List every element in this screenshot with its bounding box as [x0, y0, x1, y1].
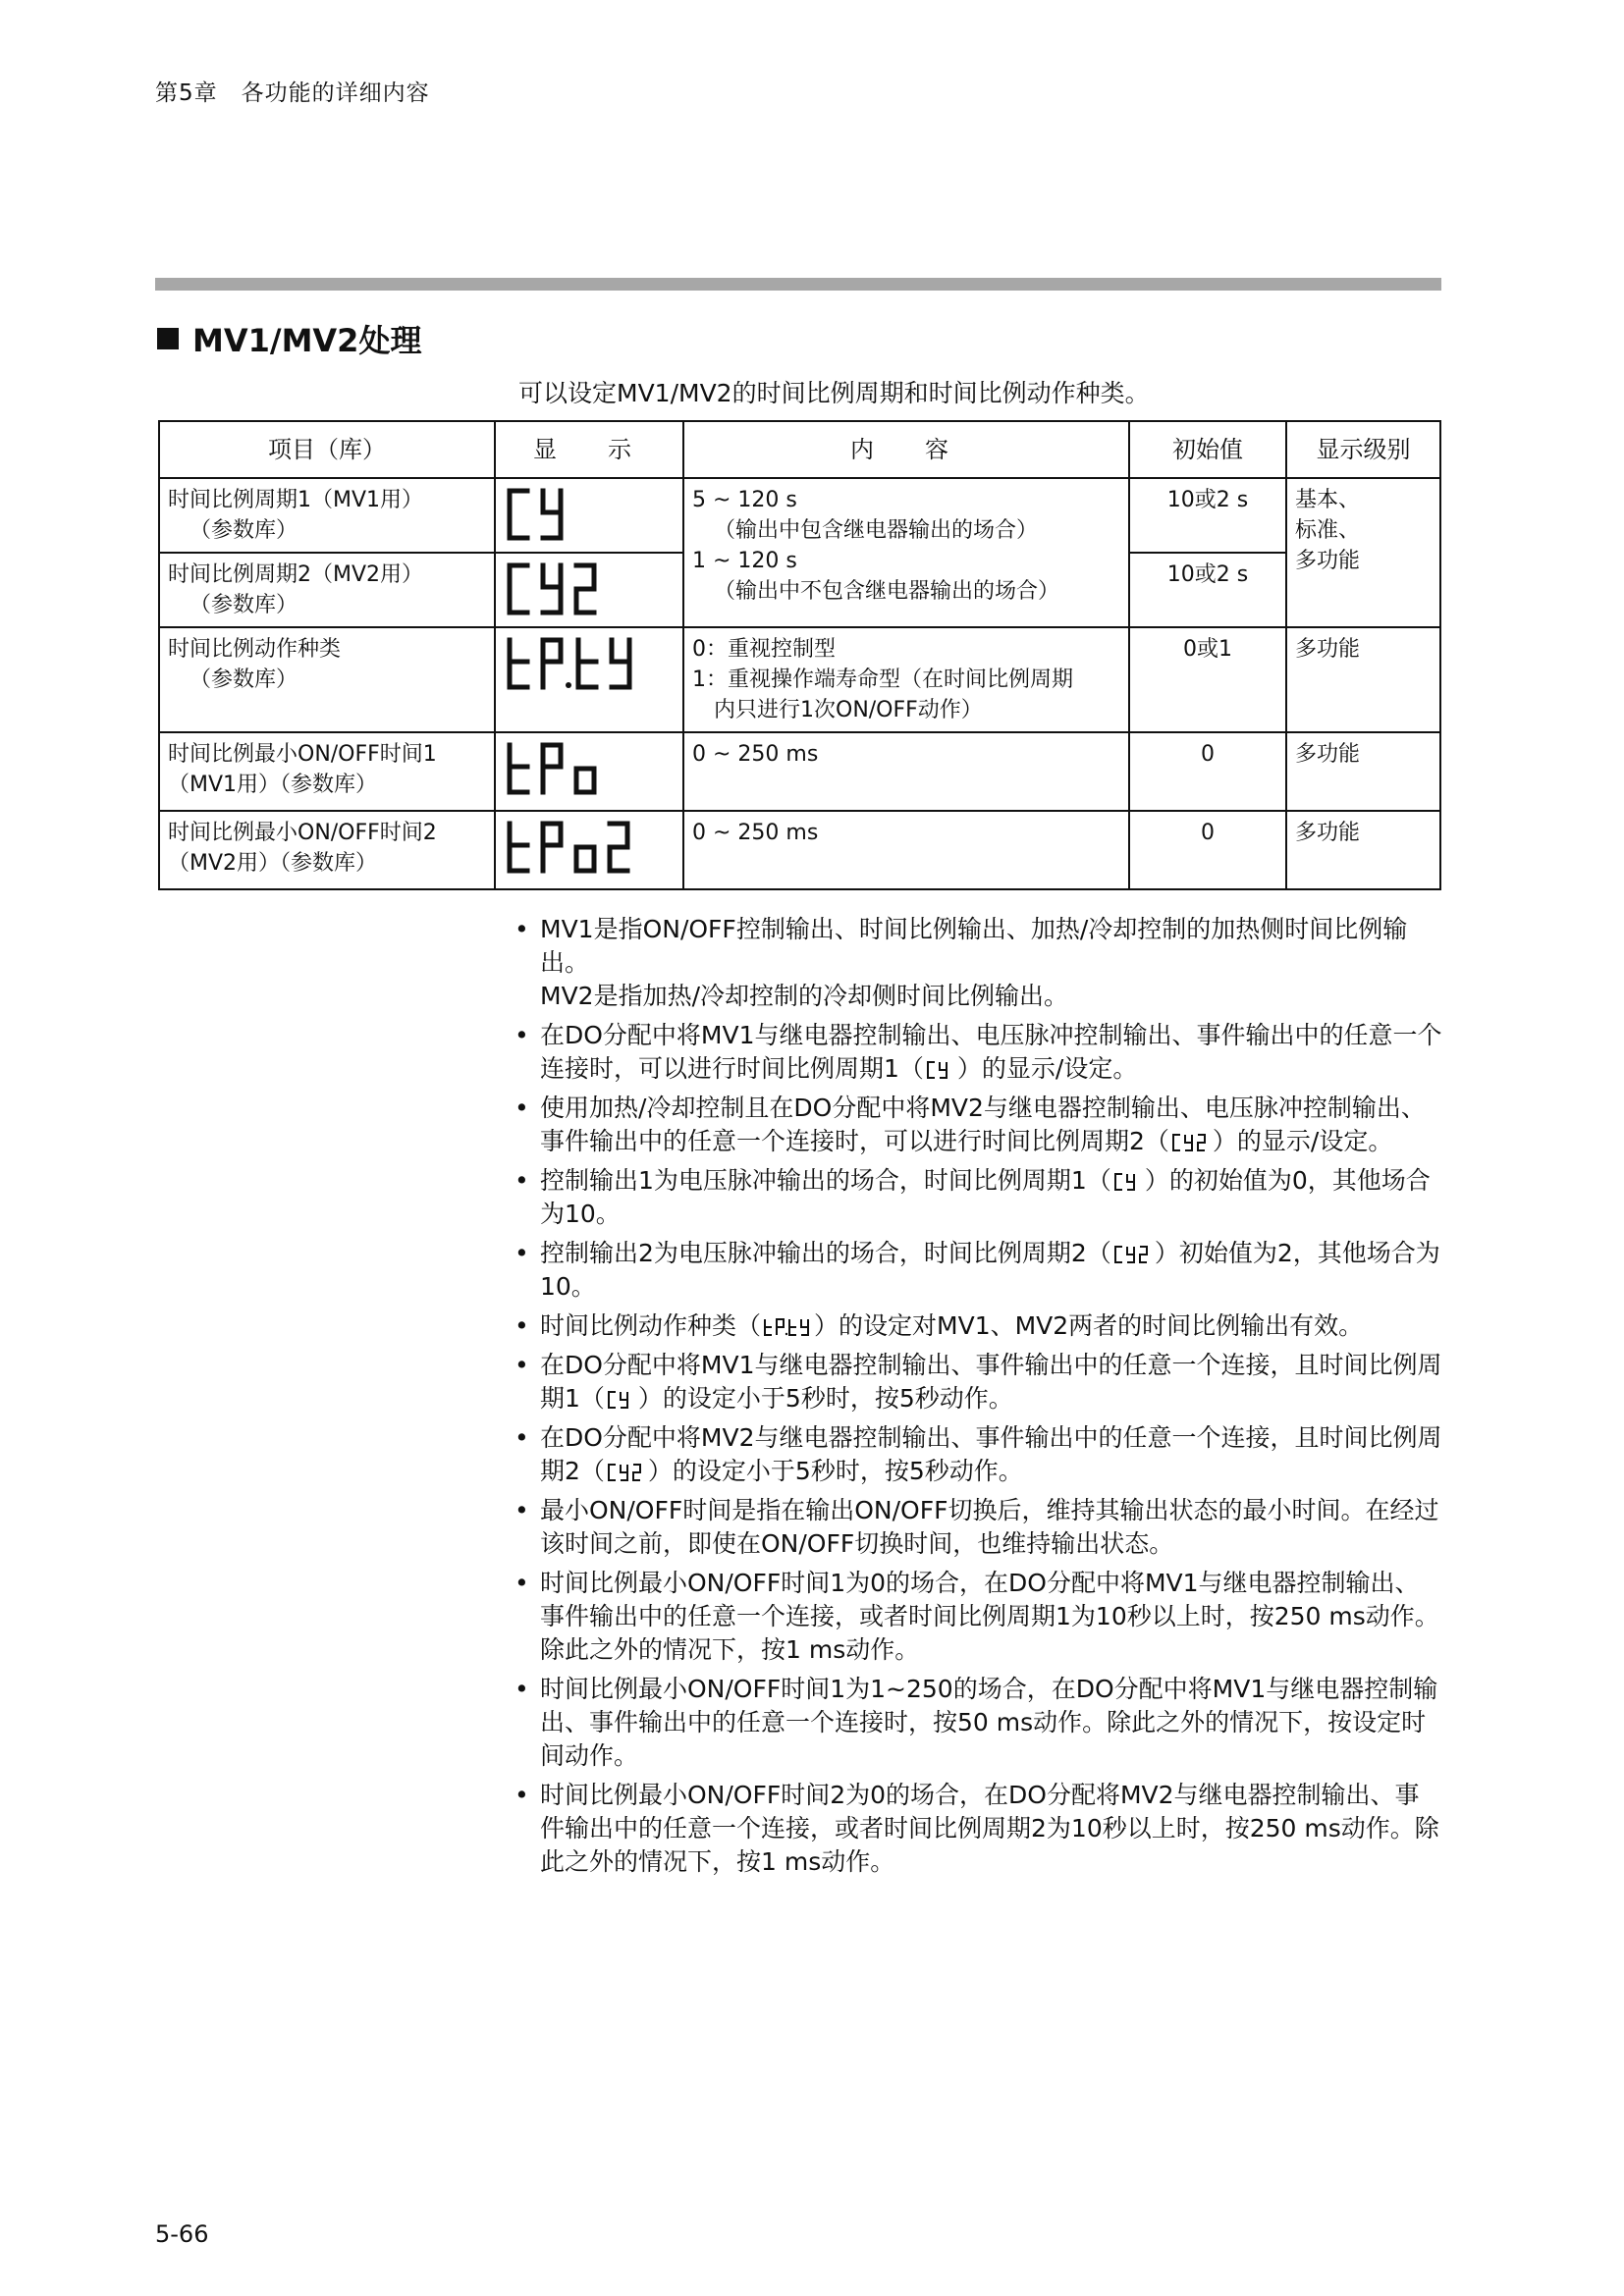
item-name: 时间比例周期2（MV2用）	[168, 562, 424, 587]
bullet: •	[514, 1781, 529, 1809]
level-cell	[1286, 478, 1440, 627]
content-line: （输出中包含继电器输出的场合）	[714, 518, 1039, 543]
bullet: •	[514, 915, 529, 943]
content-cell: 0 ~ 250 ms	[683, 811, 1129, 889]
segment-display-cy2-icon	[1113, 1245, 1153, 1264]
bullet: •	[514, 1351, 529, 1379]
note-text: 使用加热/冷却控制且在DO分配中将MV2与继电器控制输出、电压脉冲控制输出、事件输出中的任意一个连接时，可以进行时间比例周期2（	[540, 1094, 1426, 1155]
item-name: 时间比例最小ON/OFF时间2	[168, 821, 437, 845]
section-title-text: MV1/MV2处理	[192, 322, 422, 359]
initial-cell: 10或2 s	[1129, 478, 1286, 553]
segment-display-cy-icon	[504, 485, 671, 544]
list-item	[511, 1092, 1443, 1158]
page-number: 5-66	[155, 2220, 209, 2248]
item-cell	[159, 478, 495, 553]
bullet: •	[514, 1166, 529, 1195]
segment-display-tpty-icon	[763, 1317, 812, 1337]
bullet: •	[514, 1311, 529, 1340]
col-header-display: 显 示	[495, 421, 683, 478]
note-text: 控制输出2为电压脉冲输出的场合，时间比例周期2（	[540, 1239, 1111, 1267]
content-line: 0：重视控制型	[692, 637, 836, 662]
note-text: 在DO分配中将MV1与继电器控制输出、电压脉冲控制输出、事件输出中的任意一个连接时，可以进行时间比例周期1（	[540, 1021, 1442, 1083]
content-cell	[683, 478, 1129, 627]
content-line: 内只进行1次ON/OFF动作）	[714, 698, 983, 722]
item-name: 时间比例周期1（MV1用）	[168, 488, 424, 512]
item-bank: （参数库）	[189, 667, 298, 692]
section-title	[157, 316, 421, 361]
initial-cell: 0	[1129, 811, 1286, 889]
item-bank: （MV2用）（参数库）	[168, 851, 378, 876]
list-item	[511, 1567, 1443, 1667]
bullet: •	[514, 1239, 529, 1267]
chapter-header: 第5章 各功能的详细内容	[155, 80, 430, 106]
note-text: 控制输出1为电压脉冲输出的场合，时间比例周期1（	[540, 1166, 1111, 1195]
note-text: ）初始值为2，其他场合为10。	[540, 1239, 1440, 1301]
bullet: •	[514, 1021, 529, 1049]
level-line: 多功能	[1295, 549, 1361, 573]
bullet: •	[514, 1675, 529, 1703]
display-cell	[495, 478, 683, 553]
list-item	[511, 1779, 1443, 1879]
list-item	[511, 1494, 1443, 1561]
content-line: （输出中不包含继电器输出的场合）	[714, 579, 1060, 604]
bullet: •	[514, 1496, 529, 1524]
table-row	[159, 478, 1440, 553]
note-text: ）的设定对MV1、MV2两者的时间比例输出有效。	[814, 1311, 1364, 1340]
note-text: 最小ON/OFF时间是指在输出ON/OFF切换后，维持其输出状态的最小时间。在经过该时间之前，即使在ON/OFF切换时间，也维持输出状态。	[540, 1496, 1439, 1558]
note-text: MV2是指加热/冷却控制的冷却侧时间比例输出。	[540, 982, 1069, 1010]
note-text: ）的初始值为0，其他场合为10。	[540, 1166, 1431, 1228]
initial-cell: 10或2 s	[1129, 553, 1286, 627]
item-cell	[159, 732, 495, 811]
level-cell: 多功能	[1286, 732, 1440, 811]
note-text: 在DO分配中将MV1与继电器控制输出、事件输出中的任意一个连接，且时间比例周期1（	[540, 1351, 1442, 1413]
content-line: 1 ~ 120 s	[692, 549, 797, 573]
segment-display-cy-icon	[1113, 1172, 1143, 1192]
item-name: 时间比例最小ON/OFF时间1	[168, 742, 437, 767]
notes-list	[511, 913, 1443, 1885]
list-item	[511, 1421, 1443, 1488]
display-cell	[495, 732, 683, 811]
item-bank: （参数库）	[189, 518, 298, 543]
segment-display-tpty-icon	[504, 634, 671, 693]
col-header-initial: 初始值	[1129, 421, 1286, 478]
level-cell: 多功能	[1286, 627, 1440, 732]
square-bullet-icon	[157, 328, 179, 349]
note-text: 时间比例最小ON/OFF时间1为0的场合，在DO分配中将MV1与继电器控制输出、事件输出中的任意一个连接，或者时间比例周期1为10秒以上时，按250 ms动作。除此之外的情况下，按1 ms动作。	[540, 1569, 1439, 1664]
col-header-content: 内 容	[683, 421, 1129, 478]
bullet: •	[514, 1423, 529, 1452]
note-text: ）的设定小于5秒时，按5秒动作。	[647, 1457, 1023, 1485]
table-row	[159, 811, 1440, 889]
display-cell	[495, 627, 683, 732]
segment-display-tpo2-icon	[504, 818, 671, 877]
display-cell	[495, 553, 683, 627]
segment-display-cy2-icon	[607, 1463, 646, 1482]
item-cell	[159, 553, 495, 627]
table-header-row	[159, 421, 1440, 478]
item-cell	[159, 811, 495, 889]
level-cell: 多功能	[1286, 811, 1440, 889]
segment-display-cy2-icon	[1171, 1133, 1211, 1152]
col-header-level: 显示级别	[1286, 421, 1440, 478]
note-text: 时间比例动作种类（	[540, 1311, 762, 1340]
note-text: 在DO分配中将MV2与继电器控制输出、事件输出中的任意一个连接，且时间比例周期2（	[540, 1423, 1442, 1485]
content-cell	[683, 627, 1129, 732]
list-item	[511, 1349, 1443, 1415]
section-divider	[155, 278, 1441, 291]
list-item	[511, 1309, 1443, 1343]
table-row	[159, 732, 1440, 811]
note-text: ）的显示/设定。	[1212, 1127, 1393, 1155]
note-text: ）的设定小于5秒时，按5秒动作。	[637, 1384, 1013, 1413]
note-text: 时间比例最小ON/OFF时间1为1~250的场合，在DO分配中将MV1与继电器控制输出、事件输出中的任意一个连接时，按50 ms动作。除此之外的情况下，按设定时间动作。	[540, 1675, 1438, 1770]
list-item	[511, 1019, 1443, 1086]
item-bank: （参数库）	[189, 593, 298, 617]
initial-cell: 0	[1129, 732, 1286, 811]
item-bank: （MV1用）（参数库）	[168, 773, 378, 797]
content-cell: 0 ~ 250 ms	[683, 732, 1129, 811]
note-text: 时间比例最小ON/OFF时间2为0的场合，在DO分配将MV2与继电器控制输出、事件输出中的任意一个连接，或者时间比例周期2为10秒以上时，按250 ms动作。除此之外的情况下，按1 ms动作。	[540, 1781, 1439, 1876]
content-line: 5 ~ 120 s	[692, 488, 797, 512]
list-item	[511, 913, 1443, 1013]
item-cell	[159, 627, 495, 732]
bullet: •	[514, 1569, 529, 1597]
list-item	[511, 1164, 1443, 1231]
table-row	[159, 627, 1440, 732]
bullet: •	[514, 1094, 529, 1122]
note-text: MV1是指ON/OFF控制输出、时间比例输出、加热/冷却控制的加热侧时间比例输出。	[540, 915, 1408, 977]
initial-cell: 0或1	[1129, 627, 1286, 732]
level-line: 标准、	[1295, 518, 1361, 543]
segment-display-tpo-icon	[504, 739, 671, 798]
note-text: ）的显示/设定。	[956, 1054, 1138, 1083]
section-intro: 可以设定MV1/MV2的时间比例周期和时间比例动作种类。	[518, 379, 1150, 407]
item-name: 时间比例动作种类	[168, 637, 342, 662]
list-item	[511, 1237, 1443, 1304]
segment-display-cy-icon	[607, 1390, 636, 1410]
segment-display-cy-icon	[926, 1060, 955, 1080]
segment-display-cy2-icon	[504, 560, 671, 618]
parameter-table	[158, 420, 1441, 890]
list-item	[511, 1673, 1443, 1773]
col-header-item: 项目（库）	[159, 421, 495, 478]
level-line: 基本、	[1295, 488, 1361, 512]
content-line: 1：重视操作端寿命型（在时间比例周期	[692, 667, 1073, 692]
display-cell	[495, 811, 683, 889]
